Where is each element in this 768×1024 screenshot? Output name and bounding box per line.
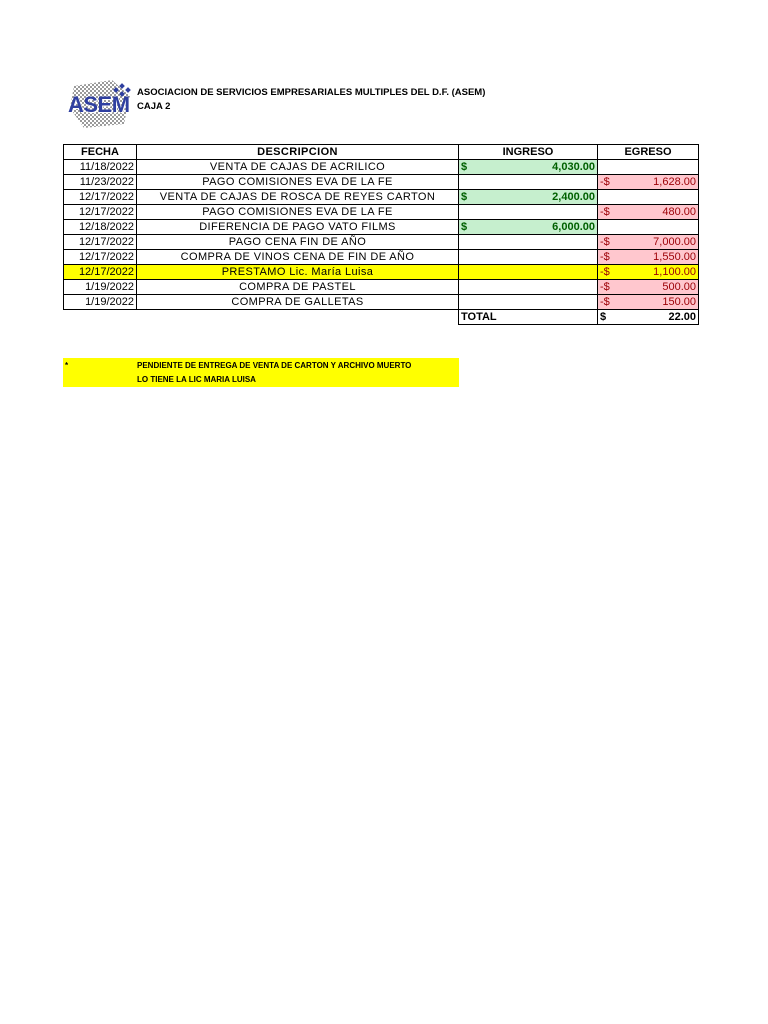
table-row (64, 220, 699, 235)
document-header (137, 86, 485, 114)
total-spacer-2 (137, 310, 459, 325)
egreso-cell (598, 280, 699, 295)
logo-text: ASEM (68, 92, 130, 117)
egreso-currency: -$ (600, 296, 610, 308)
egreso-currency: -$ (600, 251, 610, 263)
total-spacer (64, 310, 137, 325)
ingreso-currency: $ (461, 221, 468, 233)
descripcion-cell: VENTA DE CAJAS DE ROSCA DE REYES CARTON (137, 190, 459, 205)
ingreso-amount: 6,000.00 (552, 221, 595, 233)
col-descripcion: DESCRIPCION (137, 145, 459, 160)
descripcion-cell: DIFERENCIA DE PAGO VATO FILMS (137, 220, 459, 235)
descripcion-cell: COMPRA DE GALLETAS (137, 295, 459, 310)
fecha-cell: 12/17/2022 (64, 250, 137, 265)
fecha-cell: 12/18/2022 (64, 220, 137, 235)
egreso-amount: 480.00 (662, 206, 696, 218)
total-currency: $ (600, 311, 607, 323)
descripcion-cell: PRESTAMO Lic. María Luisa (137, 265, 459, 280)
header-row (64, 145, 699, 160)
ingreso-cell (459, 295, 598, 310)
total-row (64, 310, 699, 325)
egreso-cell (598, 175, 699, 190)
table-row (64, 280, 699, 295)
ingreso-cell (459, 190, 598, 205)
total-value: 22.00 (668, 311, 696, 323)
col-egreso: EGRESO (598, 145, 699, 160)
egreso-amount: 150.00 (662, 296, 696, 308)
total-cell (598, 310, 699, 325)
ledger-body (64, 160, 699, 310)
egreso-cell (598, 250, 699, 265)
egreso-cell (598, 220, 699, 235)
table-row (64, 190, 699, 205)
note-line-1: PENDIENTE DE ENTREGA DE VENTA DE CARTON Y ARCHIVO MUERTO (137, 361, 412, 370)
table-row (64, 160, 699, 175)
egreso-cell (598, 295, 699, 310)
egreso-cell (598, 190, 699, 205)
ingreso-cell (459, 250, 598, 265)
fecha-cell: 11/23/2022 (64, 175, 137, 190)
descripcion-cell: COMPRA DE PASTEL (137, 280, 459, 295)
total-label: TOTAL (459, 310, 598, 325)
ingreso-cell (459, 280, 598, 295)
ingreso-cell (459, 235, 598, 250)
ingreso-amount: 2,400.00 (552, 191, 595, 203)
col-ingreso: INGRESO (459, 145, 598, 160)
fecha-cell: 1/19/2022 (64, 295, 137, 310)
descripcion-cell: PAGO COMISIONES EVA DE LA FE (137, 205, 459, 220)
egreso-amount: 1,100.00 (653, 266, 696, 278)
egreso-currency: -$ (600, 281, 610, 293)
pending-note (63, 358, 459, 387)
note-line-2: LO TIENE LA LIC MARIA LUISA (137, 375, 256, 384)
ingreso-currency: $ (461, 161, 468, 173)
egreso-currency: -$ (600, 176, 610, 188)
egreso-amount: 500.00 (662, 281, 696, 293)
egreso-cell (598, 265, 699, 280)
table-row (64, 265, 699, 280)
fecha-cell: 11/18/2022 (64, 160, 137, 175)
table-row (64, 235, 699, 250)
table-row (64, 205, 699, 220)
ledger-table (63, 144, 699, 325)
org-name: ASOCIACION DE SERVICIOS EMPRESARIALES MULTIPLES DEL D.F. (ASEM) (137, 87, 486, 98)
asem-logo (66, 78, 136, 130)
fecha-cell: 12/17/2022 (64, 190, 137, 205)
ingreso-cell (459, 175, 598, 190)
egreso-currency: -$ (600, 236, 610, 248)
descripcion-cell: COMPRA DE VINOS CENA DE FIN DE AÑO (137, 250, 459, 265)
descripcion-cell: PAGO COMISIONES EVA DE LA FE (137, 175, 459, 190)
ingreso-amount: 4,030.00 (552, 161, 595, 173)
fecha-cell: 1/19/2022 (64, 280, 137, 295)
egreso-cell (598, 235, 699, 250)
ingreso-currency: $ (461, 191, 468, 203)
ingreso-cell (459, 160, 598, 175)
ingreso-cell (459, 265, 598, 280)
table-row (64, 295, 699, 310)
note-marker: * (65, 361, 69, 370)
egreso-amount: 1,550.00 (653, 251, 696, 263)
descripcion-cell: VENTA DE CAJAS DE ACRILICO (137, 160, 459, 175)
egreso-amount: 7,000.00 (653, 236, 696, 248)
table-row (64, 175, 699, 190)
caja-label: CAJA 2 (137, 101, 171, 112)
egreso-amount: 1,628.00 (653, 176, 696, 188)
col-fecha: FECHA (64, 145, 137, 160)
fecha-cell: 12/17/2022 (64, 235, 137, 250)
ingreso-cell (459, 205, 598, 220)
egreso-cell (598, 205, 699, 220)
fecha-cell: 12/17/2022 (64, 205, 137, 220)
table-row (64, 250, 699, 265)
descripcion-cell: PAGO CENA FIN DE AÑO (137, 235, 459, 250)
fecha-cell: 12/17/2022 (64, 265, 137, 280)
egreso-cell (598, 160, 699, 175)
ingreso-cell (459, 220, 598, 235)
egreso-currency: -$ (600, 206, 610, 218)
egreso-currency: -$ (600, 266, 610, 278)
